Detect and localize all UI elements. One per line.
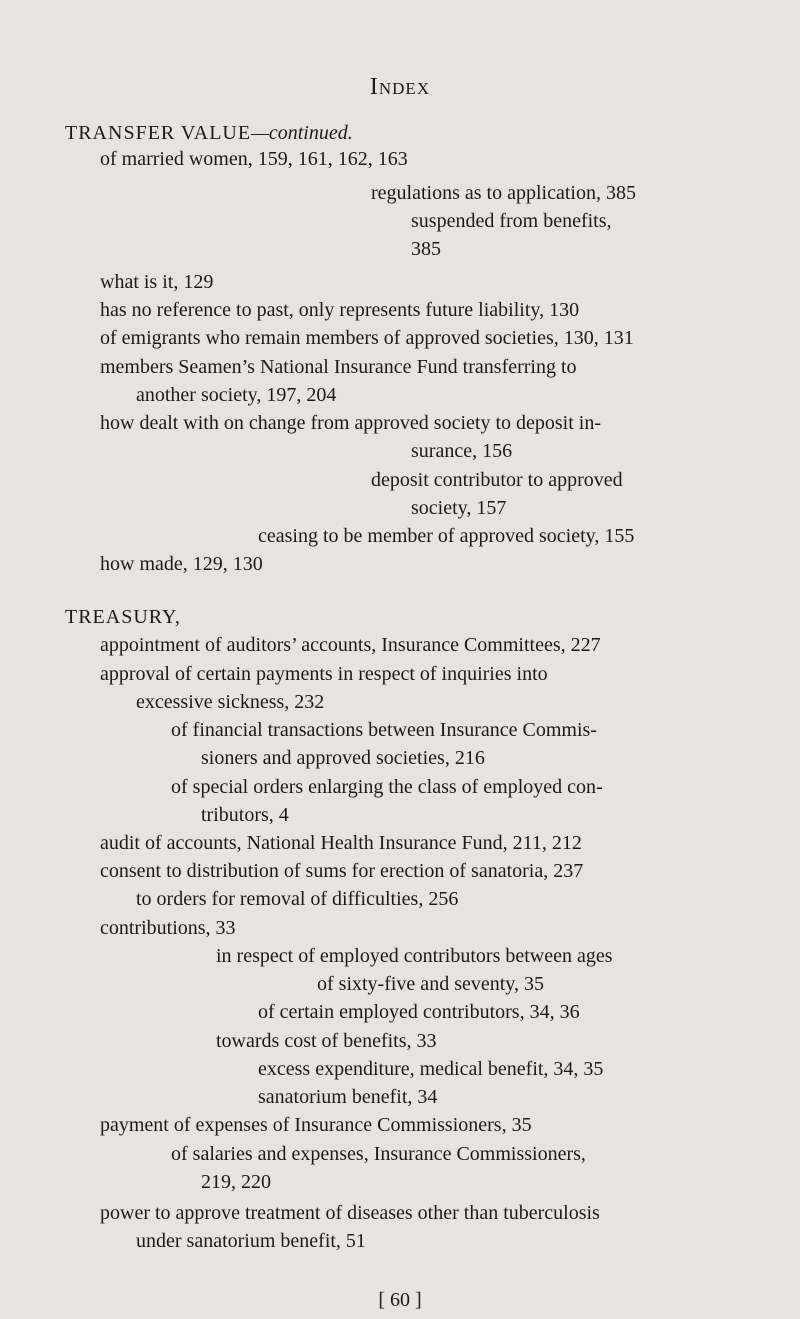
index-entry: audit of accounts, National Health Insurance Fund, 211, 212 — [100, 832, 582, 854]
index-entry: what is it, 129 — [100, 271, 214, 293]
index-entry: sanatorium benefit, 34 — [258, 1086, 438, 1108]
index-entry: approval of certain payments in respect of inquiries into — [100, 663, 548, 685]
index-entry: in respect of employed contributors between ages — [216, 945, 613, 967]
heading-text: TRANSFER VALUE — [65, 122, 252, 144]
index-entry: members Seamen’s National Insurance Fund transferring to — [100, 356, 577, 378]
index-entry: how made, 129, 130 — [100, 553, 263, 575]
continued-label: —continued. — [251, 122, 353, 144]
index-entry: 385 — [411, 238, 441, 260]
index-entry: regulations as to application, 385 — [371, 182, 636, 204]
index-entry: under sanatorium benefit, 51 — [136, 1230, 366, 1252]
index-entry: has no reference to past, only represents future liability, 130 — [100, 299, 580, 321]
index-entry: to orders for removal of difficulties, 256 — [136, 888, 459, 910]
page-header: Index — [369, 74, 431, 100]
index-entry: excess expenditure, medical benefit, 34, 35 — [258, 1058, 604, 1080]
index-entry: of emigrants who remain members of approved societies, 130, 131 — [100, 327, 634, 349]
section-heading-treasury: TREASURY, — [65, 606, 181, 628]
index-entry: ceasing to be member of approved society, 155 — [258, 525, 635, 547]
index-entry: of salaries and expenses, Insurance Commissioners, — [171, 1143, 586, 1165]
index-entry: excessive sickness, 232 — [136, 691, 325, 713]
index-entry: surance, 156 — [411, 440, 513, 462]
index-entry: of married women, 159, 161, 162, 163 — [100, 148, 408, 170]
index-entry: sioners and approved societies, 216 — [201, 747, 485, 769]
section-heading-transfer-value — [65, 120, 353, 146]
index-entry: payment of expenses of Insurance Commissioners, 35 — [100, 1114, 532, 1136]
index-entry: another society, 197, 204 — [136, 384, 337, 406]
index-entry: of certain employed contributors, 34, 36 — [258, 1001, 580, 1023]
index-entry: 219, 220 — [201, 1171, 271, 1193]
index-entry: appointment of auditors’ accounts, Insurance Committees, 227 — [100, 634, 601, 656]
index-entry: suspended from benefits, — [411, 210, 612, 232]
index-entry: of special orders enlarging the class of employed con- — [171, 776, 603, 798]
page-number: [ 60 ] — [378, 1289, 422, 1311]
index-entry: consent to distribution of sums for erection of sanatoria, 237 — [100, 860, 584, 882]
index-entry: of sixty-five and seventy, 35 — [317, 973, 544, 995]
index-entry: deposit contributor to approved — [371, 469, 623, 491]
index-entry: tributors, 4 — [201, 804, 289, 826]
index-entry: contributions, 33 — [100, 917, 236, 939]
index-entry: towards cost of benefits, 33 — [216, 1030, 437, 1052]
index-entry: society, 157 — [411, 497, 507, 519]
index-entry: of financial transactions between Insurance Commis- — [171, 719, 597, 741]
index-entry: how dealt with on change from approved society to deposit in- — [100, 412, 601, 434]
index-entry: power to approve treatment of diseases other than tuberculosis — [100, 1202, 600, 1224]
